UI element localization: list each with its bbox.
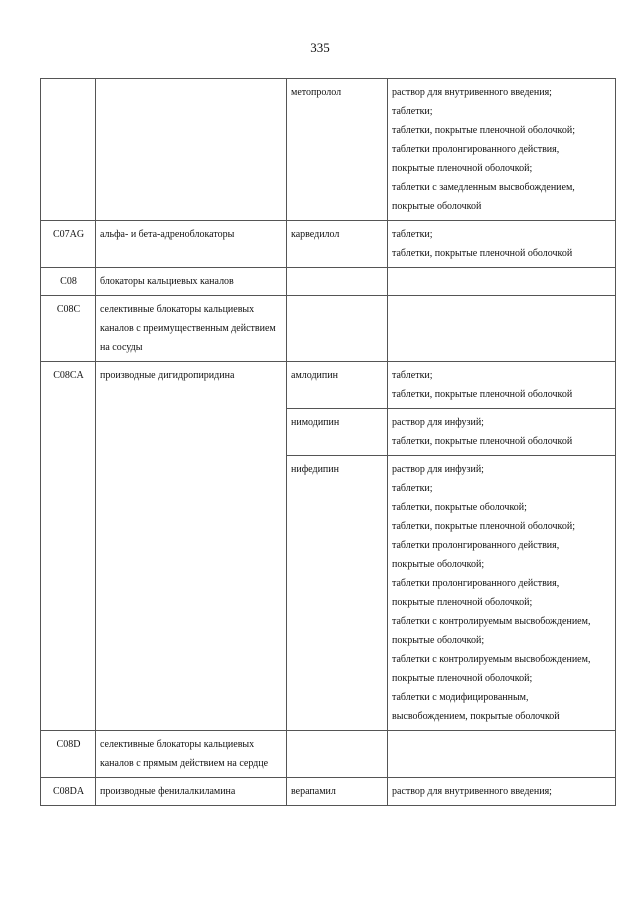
dosage-form: покрытые пленочной оболочкой; bbox=[392, 673, 533, 684]
dosage-forms bbox=[388, 296, 616, 362]
dosage-forms bbox=[388, 409, 616, 456]
dosage-forms bbox=[388, 79, 616, 221]
dosage-form: таблетки с модифицированным, bbox=[392, 692, 529, 703]
dosage-form: таблетки; bbox=[392, 483, 433, 494]
dosage-forms bbox=[388, 731, 616, 778]
group-name: производные фенилалкиламина bbox=[96, 778, 287, 806]
table-row bbox=[41, 268, 616, 296]
drug-table bbox=[40, 78, 616, 806]
table-row bbox=[41, 731, 616, 778]
dosage-form: таблетки; bbox=[392, 229, 433, 240]
dosage-form: раствор для инфузий; bbox=[392, 417, 484, 428]
group-name: селективные блокаторы кальциевых каналов с прямым действием на сердце bbox=[96, 731, 287, 778]
dosage-form: таблетки, покрытые пленочной оболочкой bbox=[392, 389, 573, 400]
drug-name: карведилол bbox=[287, 221, 388, 268]
dosage-form: покрытые пленочной оболочкой; bbox=[392, 163, 533, 174]
dosage-form: таблетки с контролируемым высвобождением, bbox=[392, 616, 591, 627]
dosage-form: покрытые пленочной оболочкой; bbox=[392, 597, 533, 608]
page-number: 335 bbox=[310, 40, 330, 55]
atc-code: C08D bbox=[41, 731, 96, 778]
drug-name: нифедипин bbox=[287, 456, 388, 731]
table-row bbox=[41, 296, 616, 362]
atc-code: C08CA bbox=[41, 362, 96, 731]
dosage-form: таблетки, покрытые оболочкой; bbox=[392, 502, 527, 513]
dosage-forms bbox=[388, 456, 616, 731]
drug-name: нимодипин bbox=[287, 409, 388, 456]
group-name: селективные блокаторы кальциевых каналов с преимущественным действием на сосуды bbox=[96, 296, 287, 362]
atc-code: C08 bbox=[41, 268, 96, 296]
group-name: производные дигидропиридина bbox=[96, 362, 287, 731]
dosage-form: таблетки; bbox=[392, 106, 433, 117]
dosage-form: покрытые оболочкой; bbox=[392, 635, 485, 646]
drug-name: метопролол bbox=[287, 79, 388, 221]
dosage-form: раствор для внутривенного введения; bbox=[392, 786, 552, 797]
group-name bbox=[96, 79, 287, 221]
dosage-form: таблетки, покрытые пленочной оболочкой; bbox=[392, 125, 576, 136]
atc-code: C08C bbox=[41, 296, 96, 362]
table-row bbox=[41, 79, 616, 221]
dosage-form: таблетки пролонгированного действия, bbox=[392, 578, 560, 589]
atc-code bbox=[41, 79, 96, 221]
dosage-forms bbox=[388, 268, 616, 296]
dosage-form: раствор для инфузий; bbox=[392, 464, 484, 475]
drug-name bbox=[287, 731, 388, 778]
atc-code: C08DA bbox=[41, 778, 96, 806]
dosage-forms bbox=[388, 362, 616, 409]
drug-name: амлодипин bbox=[287, 362, 388, 409]
drug-name bbox=[287, 268, 388, 296]
atc-code: C07AG bbox=[41, 221, 96, 268]
group-name: альфа- и бета-адреноблокаторы bbox=[96, 221, 287, 268]
dosage-forms bbox=[388, 778, 616, 806]
dosage-form: таблетки, покрытые пленочной оболочкой; bbox=[392, 521, 576, 532]
dosage-form: покрытые оболочкой; bbox=[392, 559, 485, 570]
group-name: блокаторы кальциевых каналов bbox=[96, 268, 287, 296]
dosage-form: таблетки с контролируемым высвобождением, bbox=[392, 654, 591, 665]
dosage-form: раствор для внутривенного введения; bbox=[392, 87, 552, 98]
drug-name: верапамил bbox=[287, 778, 388, 806]
table-row bbox=[41, 362, 616, 409]
dosage-form: высвобождением, покрытые оболочкой bbox=[392, 711, 560, 722]
dosage-form: таблетки, покрытые пленочной оболочкой bbox=[392, 248, 573, 259]
table-row bbox=[41, 778, 616, 806]
dosage-form: таблетки пролонгированного действия, bbox=[392, 144, 560, 155]
dosage-forms bbox=[388, 221, 616, 268]
dosage-form: таблетки; bbox=[392, 370, 433, 381]
dosage-form: таблетки, покрытые пленочной оболочкой bbox=[392, 436, 573, 447]
drug-name bbox=[287, 296, 388, 362]
dosage-form: таблетки с замедленным высвобождением, bbox=[392, 182, 575, 193]
dosage-form: покрытые оболочкой bbox=[392, 201, 482, 212]
table-row bbox=[41, 221, 616, 268]
dosage-form: таблетки пролонгированного действия, bbox=[392, 540, 560, 551]
